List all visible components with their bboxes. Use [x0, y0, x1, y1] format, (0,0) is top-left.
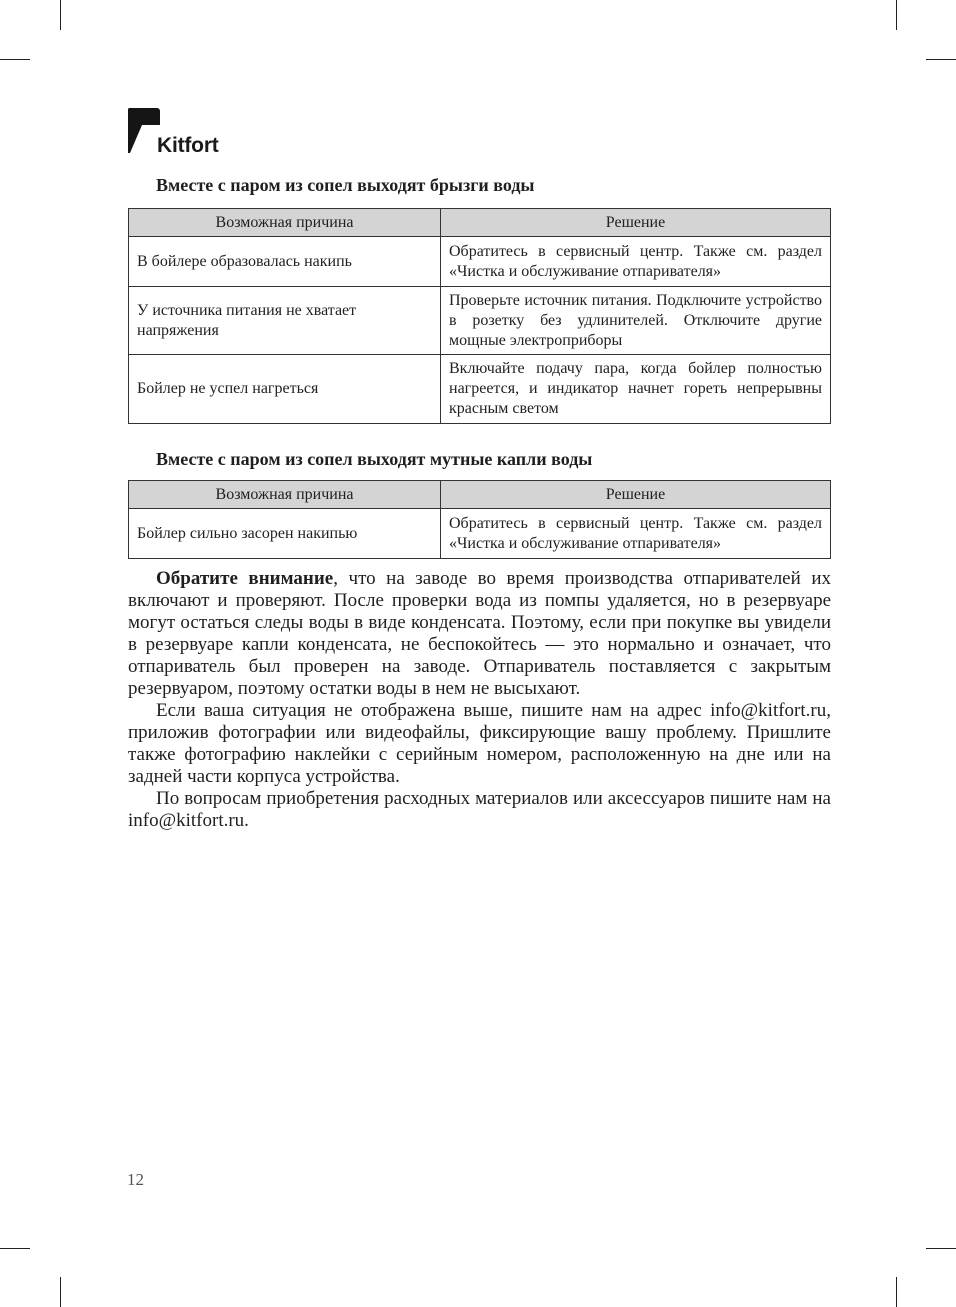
solution-cell: Проверьте источник питания. Подключите устройство в розетку без удлинителей. Отключите другие мощные электроприборы [441, 287, 831, 355]
cause-cell: Бойлер сильно засорен накипью [129, 509, 441, 559]
crop-mark [0, 59, 30, 60]
note-text: , что на заводе во время производства отпаривателей их включают и проверяют. После проверки вода из помпы удаляется, но в резервуаре могут остаться следы воды в виде конденсата. Поэтому, если при покупке вы увидели в резервуаре капли конденсата, не беспокойтесь — это нормально и означает, что отпариватель был проверен на заводе. Отпариватель поставляется с закрытым резервуаром, поэтому остатки воды в нем не высыхают. [128, 568, 831, 699]
section-heading: Вместе с паром из сопел выходят мутные капли воды [156, 449, 593, 469]
note-paragraph [128, 568, 831, 700]
crop-mark [926, 1248, 956, 1249]
crop-mark [0, 1248, 30, 1249]
crop-mark [926, 59, 956, 60]
crop-mark [896, 1277, 897, 1307]
notes-text [128, 568, 831, 832]
crop-mark [896, 0, 897, 30]
cause-cell: Бойлер не успел нагреться [129, 355, 441, 424]
table-header-row [129, 481, 831, 509]
crop-mark [60, 1277, 61, 1307]
table-row [129, 237, 831, 287]
table-row [129, 355, 831, 424]
column-header-cause: Возможная причина [129, 209, 441, 237]
solution-cell: Обратитесь в сервисный центр. Также см. раздел «Чистка и обслуживание отпаривателя» [441, 237, 831, 287]
crop-mark [60, 0, 61, 30]
solution-cell: Включайте подачу пара, когда бойлер полностью нагреется, и индикатор начнет гореть непрерывны красным светом [441, 355, 831, 424]
table-row [129, 287, 831, 355]
brand-name: Kitfort [157, 134, 219, 157]
note-paragraph: Если ваша ситуация не отображена выше, пишите нам на адрес info@kitfort.ru, приложив фотографии или видеофайлы, фиксирующие вашу проблему. Пришлите также фотографию наклейки с серийным номером, расположенную на дне или на задней части корпуса устройства. [128, 700, 831, 787]
note-emphasis: Обратите внимание [156, 568, 334, 589]
cause-cell: В бойлере образовалась накипь [129, 237, 441, 287]
kitfort-logo-icon [127, 106, 161, 156]
section-heading: Вместе с паром из сопел выходят брызги воды [156, 175, 535, 195]
note-paragraph: По вопросам приобретения расходных материалов или аксессуаров пишите нам на info@kitfort.ru. [128, 788, 831, 831]
table-row [129, 509, 831, 559]
table-header-row [129, 209, 831, 237]
brand-logo [127, 106, 237, 158]
page-number: 12 [127, 1170, 144, 1189]
cause-cell: У источника питания не хватает напряжения [129, 287, 441, 355]
column-header-solution: Решение [441, 481, 831, 509]
troubleshooting-table [128, 208, 831, 424]
column-header-cause: Возможная причина [129, 481, 441, 509]
column-header-solution: Решение [441, 209, 831, 237]
troubleshooting-table [128, 480, 831, 559]
solution-cell: Обратитесь в сервисный центр. Также см. раздел «Чистка и обслуживание отпаривателя» [441, 509, 831, 559]
